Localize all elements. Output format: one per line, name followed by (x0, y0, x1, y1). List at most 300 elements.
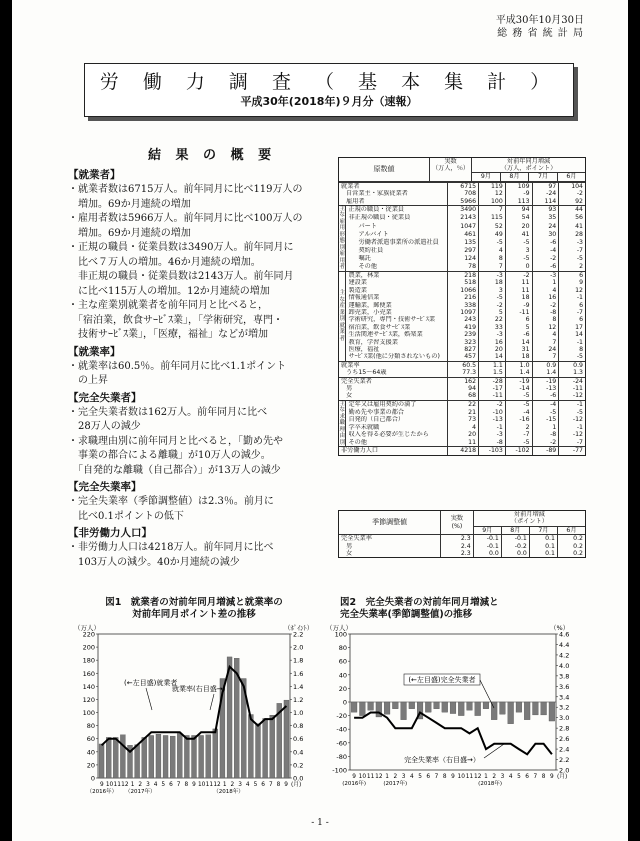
cell-value: 12 (559, 287, 585, 294)
x-tick: 2 (393, 774, 398, 780)
row-label: 自発的（自己都合） (346, 416, 448, 424)
cell-value: -13 (479, 416, 506, 424)
bar-mark (368, 702, 374, 710)
y-right-tick: 3.2 (559, 703, 570, 712)
cell-value: -2 (559, 190, 585, 197)
cell-value: -6 (532, 392, 559, 400)
summary-line: 増加。69か月連続の増加 (68, 198, 191, 210)
cell-value: -3 (559, 238, 585, 246)
cell-value: -9 (505, 190, 532, 197)
table-row (339, 287, 585, 294)
cell-value: -24 (532, 190, 559, 197)
row-label: 卸売業，小売業 (346, 309, 448, 316)
bar-mark (500, 702, 506, 714)
table-row (339, 346, 585, 353)
x-tick: 8 (184, 782, 189, 788)
cell-value: 114 (532, 198, 559, 206)
x-tick: 7 (434, 774, 439, 780)
row-label: 男 (346, 542, 353, 550)
row-label: 情報通信業 (346, 294, 448, 301)
summary-line: ・雇用者数は5966万人。前年同月に比べ100万人の (68, 213, 303, 224)
x-tick: 10 (457, 774, 465, 780)
cell-value: -5 (505, 439, 532, 447)
row-label: 学術研究，専門・技術サｰﾋﾞｽ業 (346, 316, 448, 323)
summary-heading: 結 果 の 概 要 (148, 148, 277, 163)
table-row (339, 190, 585, 197)
bar-mark (533, 702, 539, 715)
y-left-tick: 160 (82, 669, 95, 678)
table-row (339, 302, 585, 309)
cell-value: 0.9 (559, 361, 585, 369)
cell-value: -2 (479, 400, 506, 408)
row-label: 女 (346, 392, 353, 400)
cell-value: 3 (505, 247, 532, 255)
y-left-tick: 40 (86, 748, 95, 757)
cell-value: -5 (505, 238, 532, 246)
y-left-tick: -100 (332, 766, 347, 775)
bar-mark (192, 735, 197, 778)
x-tick: 3 (146, 782, 150, 788)
cell-value: 12 (532, 324, 559, 331)
table-row (339, 431, 585, 439)
cell-value: 7 (532, 339, 559, 346)
x-tick: 3 (500, 774, 505, 780)
summary-line: ・非労働力人口は4218万人。前年同月に比べ (68, 542, 274, 553)
x-tick: 11 (366, 774, 375, 780)
bar-mark (351, 702, 357, 712)
x-tick: 2 (492, 774, 497, 780)
bar-mark (384, 702, 390, 714)
chart2-title: 図2 完全失業者の対前年同月増減と 完全失業率(季節調整値)の推移 (340, 597, 499, 620)
cell-value: -9 (505, 302, 532, 309)
cell-value: -6 (532, 238, 559, 246)
cell-value: -7 (559, 247, 585, 255)
cell-value: 218 (448, 271, 479, 279)
unit-header: 実数 (%) (441, 511, 474, 535)
cell-value: 1066 (448, 287, 479, 294)
data-table-seasonal (338, 510, 586, 558)
cell-value: -12 (559, 416, 585, 424)
cell-value: 8 (479, 255, 506, 263)
cell-value: -6 (505, 331, 532, 338)
cell-value: 22 (479, 316, 506, 323)
cell-value: 0.2 (557, 543, 585, 550)
cell-value: -3 (479, 431, 506, 439)
summary-line: 非正規の職員・従業員数は2143万人。前年同月 (68, 271, 294, 282)
cell-value: 20 (505, 222, 532, 230)
x-tick: 11 (205, 782, 214, 788)
cell-value: 2 (505, 424, 532, 432)
cell-value: 518 (448, 279, 479, 286)
cell-value: 5 (479, 309, 506, 316)
y-left-tick: 120 (82, 695, 95, 704)
y-right-tick: 1.8 (293, 656, 304, 665)
cell-value: 20 (448, 431, 479, 439)
summary-line: の上昇 (68, 375, 108, 386)
cell-value: -11 (505, 309, 532, 316)
cell-value: 0.1 (529, 550, 557, 557)
cell-value: 9 (559, 279, 585, 286)
diff-header: 対前年同月増減 （万人，ポイント） (472, 158, 585, 173)
bar-mark (425, 702, 431, 712)
cell-value: 1047 (448, 222, 479, 230)
row-label: 就業率 (339, 361, 448, 369)
month-header: 9月 (473, 526, 501, 534)
row-label: 完全失業者 (339, 377, 448, 385)
bar-mark (206, 735, 211, 778)
cell-value: 6715 (448, 182, 479, 190)
cell-value: 2.3 (441, 550, 474, 557)
cell-value: -3 (532, 271, 559, 279)
side-label: 主な求職理由別 (339, 400, 345, 446)
row-label: 嘱託 (346, 255, 448, 263)
x-tick: 12 (213, 782, 221, 788)
y-right-tick: 1.4 (293, 682, 304, 691)
cell-value: -1 (559, 424, 585, 432)
bar-mark (359, 702, 365, 716)
table-row (339, 439, 585, 447)
row-label: 正規の職員・従業員 (346, 205, 448, 214)
x-tick: 9 (550, 774, 554, 780)
cell-value: 1.4 (505, 369, 532, 377)
section-heading: 【完全失業率】 (68, 481, 142, 493)
cell-value: -8 (479, 439, 506, 447)
x-tick: 5 (161, 782, 166, 788)
cell-value: -2 (505, 271, 532, 279)
cell-value: 1097 (448, 309, 479, 316)
summary-line: 技術サｰﾋﾞｽ業」，「医療，福祉」などが増加 (68, 329, 268, 340)
cell-value: -2 (532, 439, 559, 447)
x-tick: 12 (375, 774, 383, 780)
row-label: 建設業 (346, 279, 448, 286)
cell-value: 8 (532, 316, 559, 323)
summary-line: 103万人の減少。40か月連続の減少 (68, 556, 240, 568)
cell-value: 2 (559, 263, 585, 272)
table1-col-header: 原数値 (339, 158, 430, 181)
y-right-tick: 2.2 (293, 630, 304, 639)
cell-value: -5 (505, 255, 532, 263)
summary-line: 「自発的な離職（自己都合）」が13万人の減少 (68, 464, 281, 476)
table-row (339, 324, 585, 331)
cell-value: 0.1 (529, 535, 557, 543)
diff-header: 対前月増減 （ポイント） (473, 511, 585, 526)
cell-value: -6 (532, 263, 559, 272)
cell-value: 162 (448, 377, 479, 385)
table-row (339, 263, 585, 272)
y-left-tick: 0 (90, 774, 95, 783)
x-tick: 6 (169, 782, 173, 788)
bar-mark (442, 702, 448, 712)
row-label: うち15～64歳 (346, 369, 387, 377)
cell-value: 113 (505, 198, 532, 206)
y-left-tick: 80 (338, 644, 347, 653)
cell-value: 0.2 (557, 535, 585, 543)
x-tick: 12 (474, 774, 482, 780)
table-row (339, 198, 585, 206)
cell-value: -8 (532, 431, 559, 439)
cell-value: 41 (505, 230, 532, 238)
cell-value: 21 (448, 408, 479, 416)
row-label: アルバイト (346, 230, 448, 238)
bar-mark (120, 735, 125, 778)
x-tick: 8 (541, 774, 546, 780)
y-right-tick: 3.8 (559, 672, 570, 681)
cell-value: 243 (448, 316, 479, 323)
cell-value: 6 (505, 316, 532, 323)
row-label: 運輸業，郵便業 (346, 302, 448, 309)
y-left-tick: 100 (82, 709, 95, 718)
month-header: 9月 (472, 173, 501, 181)
y-left-tick: 20 (338, 684, 347, 693)
cell-value: -103 (479, 447, 506, 455)
cell-value: 22 (448, 400, 479, 408)
cell-value: 4 (448, 424, 479, 432)
month-header: 8月 (501, 526, 529, 534)
y-right-tick: 3.6 (559, 682, 570, 691)
y-right-tick: 0.4 (293, 748, 304, 757)
table-row (339, 353, 585, 361)
y-right-tick: 2.8 (559, 724, 570, 733)
table-row (339, 309, 585, 316)
row-label: 教育，学習支援業 (346, 339, 448, 346)
y-right-tick: 4.4 (559, 640, 570, 649)
cell-value: 52 (479, 222, 506, 230)
bar-mark (508, 702, 514, 724)
bar-mark (213, 729, 218, 778)
cell-value: 1.3 (559, 369, 585, 377)
row-label: 医療，福祉 (346, 346, 448, 353)
line-series (354, 713, 552, 755)
bar-mark (549, 702, 555, 721)
table-row (339, 392, 585, 400)
bar-mark (142, 737, 147, 778)
cell-value: -5 (505, 392, 532, 400)
cell-value: -0.1 (473, 543, 501, 550)
y-left-tick: 60 (338, 657, 347, 666)
summary-line: 増加。69か月連続の増加 (68, 227, 191, 239)
table-row (339, 535, 585, 543)
cell-value: 12 (479, 190, 506, 197)
cell-value: 8 (559, 346, 585, 353)
cell-value: 44 (559, 205, 585, 214)
cell-value: 115 (479, 214, 506, 222)
bar-mark (156, 734, 161, 778)
x-tick: 10 (358, 774, 367, 780)
x-tick: 9 (352, 774, 356, 780)
cell-value: -5 (559, 353, 585, 361)
legend-unemployment-rate: 完全失業率（右目盛→） (404, 756, 480, 764)
cell-value: 49 (479, 230, 506, 238)
legend-unemployed: (←左目盛)完全失業者 (408, 676, 476, 684)
table-row (339, 339, 585, 346)
row-label: 製造業 (346, 287, 448, 294)
cell-value: -0.2 (501, 543, 529, 550)
cell-value: 827 (448, 346, 479, 353)
cell-value: -5 (532, 408, 559, 416)
bar-mark (170, 736, 175, 778)
x-tick: 5 (253, 782, 258, 788)
y-right-tick: 2.0 (559, 766, 570, 775)
cell-value: -89 (532, 447, 559, 455)
y-right-tick: 1.2 (293, 695, 304, 704)
row-label: 宿泊業，飲食サｰﾋﾞｽ業 (346, 324, 448, 331)
y-right-tick: 4.2 (559, 651, 570, 660)
row-label: その他 (346, 439, 448, 447)
cell-value: -2 (532, 302, 559, 309)
x-year-label: （2017年） (124, 789, 156, 795)
cell-value: 338 (448, 302, 479, 309)
y-left-tick: 220 (82, 630, 95, 639)
page-subtitle: 平成30年(2018年)９月分（速報） (240, 95, 418, 108)
x-tick: 4 (245, 782, 250, 788)
page-number: - 1 - (311, 818, 329, 828)
table-row (339, 247, 585, 255)
cell-value: -0.1 (473, 535, 501, 543)
section-heading: 【完全失業者】 (68, 391, 142, 404)
side-label: 主な雇用形態別雇用者 (339, 205, 345, 271)
table-row (339, 238, 585, 246)
y-left-tick: 100 (334, 630, 347, 639)
summary-line: 比べ0.1ポイントの低下 (68, 510, 184, 522)
table-row (339, 205, 585, 214)
bar-mark (135, 745, 140, 778)
y-left-unit: （万人） (326, 624, 352, 632)
cell-value: -1 (559, 339, 585, 346)
cell-value: 6 (559, 302, 585, 309)
y-right-tick: 0.8 (293, 722, 304, 731)
chart1 (64, 618, 324, 802)
cell-value: 11 (505, 279, 532, 286)
cell-value: -5 (505, 400, 532, 408)
cell-value: 239 (448, 331, 479, 338)
cell-value: -10 (479, 408, 506, 416)
table-row (339, 279, 585, 286)
cell-value: 104 (559, 182, 585, 190)
y-right-tick: 2.0 (293, 643, 304, 652)
cell-value: 24 (532, 346, 559, 353)
row-label: 就業者 (339, 182, 448, 190)
cell-value: -19 (505, 377, 532, 385)
table-row (339, 271, 585, 279)
document-page (12, 0, 628, 841)
cell-value: 3 (479, 287, 506, 294)
bar-mark (409, 702, 415, 709)
cell-value: -7 (559, 309, 585, 316)
x-year-label: (2016年) (342, 781, 367, 787)
bar-mark (458, 702, 464, 716)
y-left-tick: -40 (336, 725, 347, 734)
cell-value: 18 (505, 353, 532, 361)
cell-value: 1.5 (479, 369, 506, 377)
cell-value: 1 (532, 424, 559, 432)
cell-value: 4 (532, 287, 559, 294)
cell-value: -1 (479, 424, 506, 432)
cell-value: 1.1 (479, 361, 506, 369)
table-row (339, 222, 585, 230)
cell-value: 78 (448, 263, 479, 272)
summary-line: ・完全失業者数は162万人。前年同月に比べ (68, 406, 268, 418)
cell-value: 17 (559, 324, 585, 331)
chart2 (322, 618, 592, 802)
bar-mark (450, 702, 456, 714)
x-tick: 6 (426, 774, 431, 780)
month-header: 6月 (557, 173, 585, 181)
x-tick: 7 (533, 774, 538, 780)
cell-value: 0.1 (529, 543, 557, 550)
table-row (339, 377, 585, 385)
bar-mark (483, 702, 489, 709)
table-row (339, 294, 585, 301)
bar-mark (524, 702, 530, 720)
table-row (339, 424, 585, 432)
x-tick: 3 (401, 774, 406, 780)
cell-value: -8 (532, 309, 559, 316)
row-label: パート (346, 222, 448, 230)
cell-value: 124 (448, 255, 479, 263)
cell-value: 0 (505, 263, 532, 272)
x-tick: 8 (276, 782, 281, 788)
x-tick: 5 (517, 774, 521, 780)
month-header: 6月 (557, 526, 585, 534)
row-label: 学卒未就職 (346, 424, 448, 432)
cell-value: 20 (479, 346, 506, 353)
cell-value: -16 (505, 416, 532, 424)
cell-value: 93 (532, 205, 559, 214)
cell-value: 4 (532, 331, 559, 338)
month-header: 7月 (529, 526, 557, 534)
cell-value: 7 (479, 263, 506, 272)
row-label: 男 (346, 385, 353, 393)
cell-value: -5 (559, 255, 585, 263)
y-right-tick: 4.0 (559, 661, 570, 670)
cell-value: 2.4 (441, 543, 474, 550)
y-right-tick: 3.4 (559, 693, 570, 702)
cell-value: 5 (505, 324, 532, 331)
x-tick: 11 (465, 774, 474, 780)
bar-mark (149, 735, 154, 778)
cell-value: -13 (532, 385, 559, 392)
summary-line: ・求職理由別に前年同月と比べると，「勤め先や (68, 435, 283, 447)
y-right-tick: 1.0 (293, 709, 304, 718)
section-heading: 【就業者】 (68, 169, 121, 181)
bar-mark (263, 718, 268, 778)
bar-mark (113, 737, 118, 778)
cell-value: 1.4 (532, 369, 559, 377)
y-left-tick: 40 (338, 671, 347, 680)
row-label: 農業，林業 (346, 271, 448, 279)
x-tick: 9 (192, 782, 196, 788)
table-row (339, 408, 585, 416)
cell-value: 92 (559, 198, 585, 206)
y-left-unit: （万人） (74, 624, 100, 632)
cell-value: 109 (505, 182, 532, 190)
cell-value: -5 (479, 294, 506, 301)
legend-employment-rate: 就業率(右目盛→) (172, 685, 226, 693)
x-year-label: (2017年) (383, 781, 408, 787)
cell-value: 7 (479, 205, 506, 214)
cell-value: 24 (532, 222, 559, 230)
row-label: その他 (346, 263, 448, 272)
row-label: 勤め先や事業の都合 (346, 408, 448, 416)
x-tick: 1 (130, 782, 135, 788)
data-table-original (338, 157, 586, 456)
bar-mark (284, 700, 289, 778)
cell-value: -15 (532, 416, 559, 424)
cell-value: 14 (505, 339, 532, 346)
row-label: サｰﾋﾞｽ業(他に分類されないもの) (346, 353, 448, 361)
cell-value: -11 (559, 385, 585, 392)
x-tick: 9 (451, 774, 455, 780)
